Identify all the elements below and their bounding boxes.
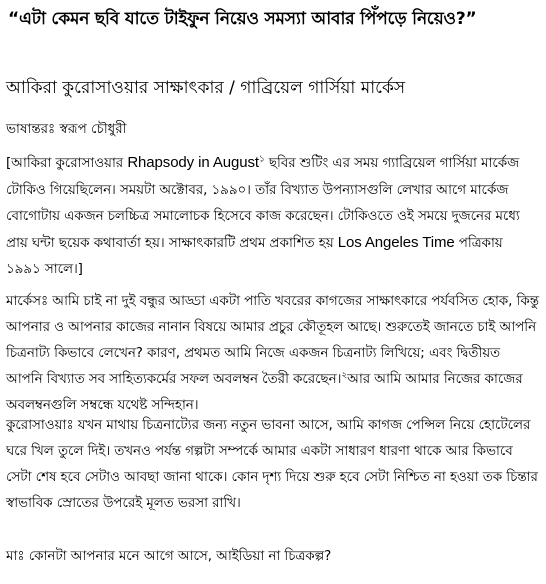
p1-text-b: আর আমি আমার নিজের কাজের অবলম্বনগুলি সম্বন্ধে যথেষ্ট সন্দিহান। xyxy=(6,371,523,413)
kurosawa-answer-paragraph: কুরোসাওয়াঃ যখন মাথায় চিত্রনাট্যের জন্য নতুন ভাবনা আসে, আমি কাগজ পেন্সিল নিয়ে হোটেলের ঘরে খিল তুলে দিই। তখনও পর্যন্ত গল্পটা সম্পর্কে আমার একটা সাধারণ ধারণা থাকে আর কিভাবে সেটা শেষ হবে সেটাও আবছা জানা থাকে। কোন দৃশ্য দিয়ে শুরু হবে সেটা নিশ্চিত না হওয়া তক চিন্তার স্বাভাবিক স্রোতের উপরেই মূলত ভরসা রাখি। xyxy=(6,417,538,511)
intro-text-c: পত্রিকায় ১৯৯১ সালে।] xyxy=(6,234,503,277)
intro-text-a: [আকিরা কুরোসাওয়ার xyxy=(6,155,128,171)
article-title: “এটা কেমন ছবি যাতে টাইফুন নিয়েও সমস্যা আবার পিঁপড়ে নিয়েও?” xyxy=(8,9,477,29)
film-title: Rhapsody in August xyxy=(127,154,259,171)
p1-text-a: মার্কেসঃ আমি চাই না দুই বন্ধুর আড্ডা একটা পাতি খবরের কাগজের সাক্ষাৎকারে পর্যবসিত হোক, কিন্তু আপনার ও আপনার কাজের নানান বিষয়ে আমার প্রচুর কৌতূহল আছে। শুরুতেই জানতে চাই আপনি চিত্রনাট্য কিভাবে লেখেন? কারণ, প্রথমত আমি নিজে একজন চিত্রনাট্য লিখিয়ে; এবং দ্বিতীয়ত আপনি বিখ্যাত সব সাহিত্যকর্মের সফল অবলম্বন তৈরী করেছেন। xyxy=(6,293,539,387)
intro-paragraph xyxy=(6,150,540,283)
footnote-ref-1[interactable]: ১ xyxy=(258,154,265,165)
marquez-followup-paragraph: মাঃ কোনটা আপনার মনে আগে আসে, আইডিয়া না চিত্রকল্প? xyxy=(6,548,332,564)
marquez-question-paragraph xyxy=(6,288,540,418)
article-subtitle: আকিরা কুরোসাওয়ার সাক্ষাৎকার / গাব্রিয়েল গার্সিয়া মার্কেস xyxy=(6,78,406,98)
translator-credit: ভাষান্তরঃ স্বরূপ চৌধুরী xyxy=(6,121,127,137)
footnote-ref-2[interactable]: ২ xyxy=(341,370,348,381)
newspaper-name: Los Angeles Time xyxy=(337,233,455,251)
intro-text-b: ছবির শুটিং এর সময় গ্যাব্রিয়েল গার্সিয়া মার্কেজ টোকিও গিয়েছিলেন। সময়টা অক্টোবর, ১৯৯০। তাঁর বিখ্যাত উপন্যাসগুলি লেখার আগে মার্কেজ বোগোটায় একজন চলচ্চিত্র সমালোচক হিসেবে কাজ করেছেন। টোকিওতে ওই সময়ে দুজনের মধ্যে প্রায় ঘন্টা ছয়েক কথাবার্তা হয়। সাক্ষাৎকারটি প্রথম প্রকাশিত হয় xyxy=(6,155,520,251)
